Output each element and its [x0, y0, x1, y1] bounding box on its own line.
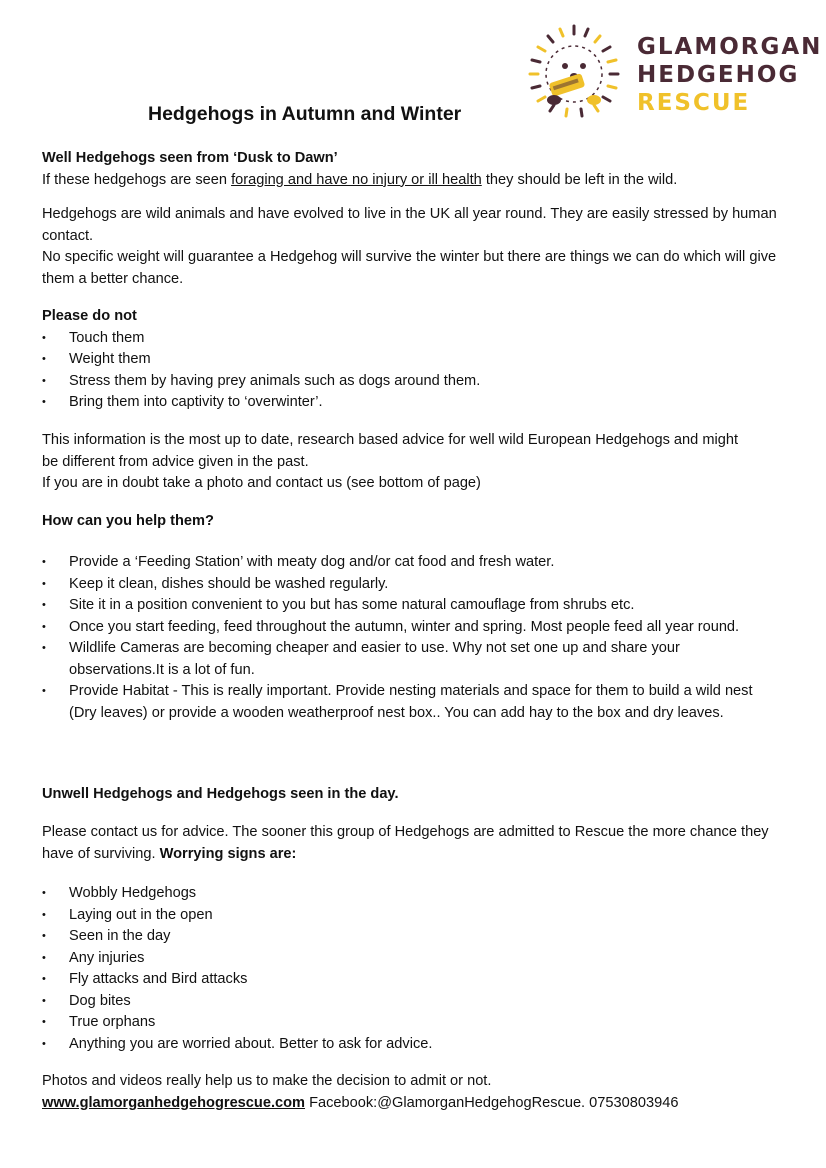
- list-item: • Stress them by having prey animals such as dogs around them.: [42, 371, 782, 393]
- paragraph: No specific weight will guarantee a Hedgehog will survive the winter but there are things we can do which will give them a better chance.: [42, 249, 777, 287]
- how-to-help-heading-block: [42, 511, 782, 533]
- worrying-signs-label: Worrying signs are:: [159, 845, 297, 862]
- list-item: • Site it in a position convenient to you but has some natural camouflage from shrubs etc.: [42, 595, 762, 617]
- intro-paragraphs: [42, 204, 777, 290]
- unwell-heading-block: [42, 784, 782, 806]
- please-do-not-section: [42, 306, 782, 414]
- list-item: • Keep it clean, dishes should be washed regularly.: [42, 574, 762, 596]
- list-item: • Anything you are worried about. Better to ask for advice.: [42, 1034, 782, 1056]
- section-heading: Unwell Hedgehogs and Hedgehogs seen in the day.: [42, 786, 399, 802]
- paragraph: This information is the most up to date, research based advice for well wild European Hedgehogs and might be different from advice given in the past.: [42, 432, 739, 470]
- website-link[interactable]: www.glamorganhedgehogrescue.com: [42, 1094, 306, 1111]
- contact-details: Facebook:@GlamorganHedgehogRescue. 07530803946: [305, 1094, 679, 1111]
- section-text: [42, 170, 782, 192]
- photos-line: Photos and videos really help us to make the decision to admit or not.: [42, 1073, 492, 1089]
- text-fragment: they should be left in the wild.: [481, 171, 678, 188]
- section-heading: Please do not: [42, 308, 137, 324]
- paragraph: [42, 822, 777, 865]
- paragraph: If you are in doubt take a photo and contact us (see bottom of page): [42, 475, 481, 491]
- logo-word-glamorgan: GLAMORGAN: [637, 34, 823, 60]
- list-item: • Any injuries: [42, 948, 782, 970]
- list-item: • Wildlife Cameras are becoming cheaper and easier to use. Why not set one up and share your observations.It is a lot of fun.: [42, 638, 762, 681]
- worrying-signs-section: [42, 883, 782, 1055]
- info-paragraphs: [42, 430, 747, 495]
- logo-word-hedgehog: HEDGEHOG: [637, 62, 800, 88]
- list-item: • Bring them into captivity to ‘overwinter’.: [42, 392, 782, 414]
- list-item: • Provide Habitat - This is really important. Provide nesting materials and space for them to build a wild nest (Dry leaves) or provide a wooden weatherproof nest box.. You can add hay to the box and dry leaves.: [42, 681, 762, 724]
- well-hedgehogs-section: [42, 148, 782, 191]
- text-fragment: Please contact us for advice. The sooner this group of Hedgehogs are admitted to Rescue the more chance they have of surviving.: [42, 824, 769, 862]
- list-item: • Provide a ‘Feeding Station’ with meaty dog and/or cat food and fresh water.: [42, 552, 762, 574]
- bullet-list: [42, 883, 782, 1055]
- list-item: • Laying out in the open: [42, 905, 782, 927]
- logo-word-rescue: RESCUE: [637, 90, 751, 116]
- paragraph: Hedgehogs are wild animals and have evolved to live in the UK all year round. They are easily stressed by human contact.: [42, 206, 777, 244]
- unwell-paragraph-block: [42, 822, 777, 865]
- underlined-text: foraging and have no injury or ill health: [231, 171, 482, 188]
- page-title: Hedgehogs in Autumn and Winter: [148, 103, 462, 125]
- list-item: • Weight them: [42, 349, 782, 371]
- list-item: • Fly attacks and Bird attacks: [42, 969, 782, 991]
- hedgehog-logo-icon: [520, 20, 628, 120]
- section-heading: How can you help them?: [42, 513, 214, 529]
- footer: [42, 1071, 802, 1114]
- bullet-list: [42, 552, 762, 724]
- section-heading: Well Hedgehogs seen from ‘Dusk to Dawn’: [42, 150, 338, 166]
- list-item: • Once you start feeding, feed throughout the autumn, winter and spring. Most people feed all year round.: [42, 617, 762, 639]
- bullet-list: [42, 328, 782, 414]
- list-item: • True orphans: [42, 1012, 782, 1034]
- how-to-help-section: [42, 552, 762, 724]
- list-item: • Seen in the day: [42, 926, 782, 948]
- rescue-logo: [520, 20, 823, 130]
- list-item: • Wobbly Hedgehogs: [42, 883, 782, 905]
- contact-line: [42, 1093, 802, 1115]
- list-item: • Dog bites: [42, 991, 782, 1013]
- text-fragment: If these hedgehogs are seen: [42, 171, 232, 188]
- list-item: • Touch them: [42, 328, 782, 350]
